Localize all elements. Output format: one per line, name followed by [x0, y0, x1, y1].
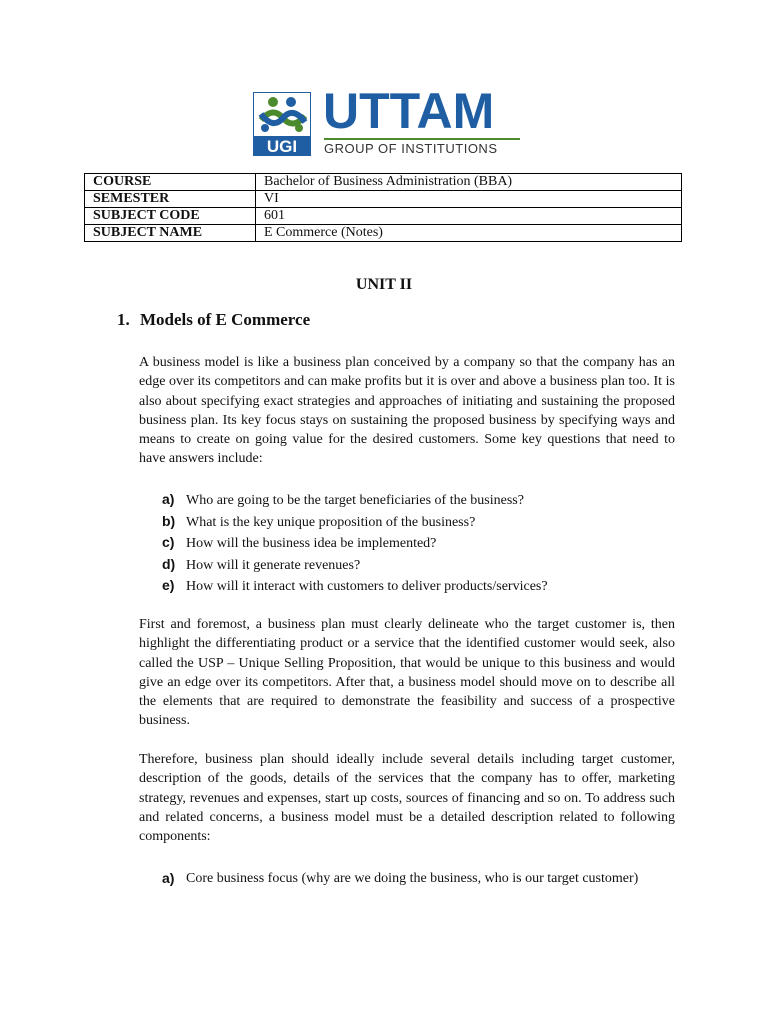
table-value: Bachelor of Business Administration (BBA): [256, 174, 682, 191]
course-info-table: [84, 173, 682, 242]
table-key: SEMESTER: [85, 191, 256, 208]
table-key: SUBJECT NAME: [85, 225, 256, 242]
list-text: How will it interact with customers to deliver products/services?: [186, 579, 548, 595]
table-row: [85, 174, 682, 191]
list-item: [162, 532, 682, 554]
paragraph: Therefore, business plan should ideally include several details including target customer, description of the goods, details of the services that the company has to offer, marketing strategy, revenues and expenses, start up costs, sources of financing and so on. To address such and related concerns, a business model must be a detailed description related to following components:: [139, 752, 675, 845]
list-text: Who are going to be the target beneficiaries of the business?: [186, 493, 524, 508]
list-text: How will the business idea be implemented?: [186, 536, 437, 552]
list-label: a): [162, 491, 175, 507]
list-label: c): [162, 534, 175, 551]
section-number: 1.: [117, 310, 130, 329]
list-text: Core business focus (why are we doing the business, who is our target customer): [186, 871, 639, 886]
list-text: What is the key unique proposition of the business?: [186, 514, 476, 530]
table-row: [85, 225, 682, 242]
paragraph: A business model is like a business plan conceived by a company so that the company has an edge over its competitors and can make profits but it is over and above a business plan too. It is also about specifying exact strategies and approaches of initiating and sustaining the proposed business plan. Its key focus stays on sustaining the proposed business by specifying ways and means to create on going value for the desired customers. Some key questions that need to have answers include:: [139, 355, 675, 467]
logo-initials: UGI: [266, 137, 298, 156]
component-item: [162, 869, 674, 888]
list-label: a): [162, 870, 175, 886]
list-text: How will it generate revenues?: [186, 557, 361, 573]
list-item: [162, 511, 682, 533]
logo-wordmark: UTTAM: [323, 83, 495, 139]
section-title: Models of E Commerce: [140, 310, 311, 329]
table-value: E Commerce (Notes): [256, 225, 682, 242]
list-item: [162, 575, 682, 597]
paragraph: First and foremost, a business plan must clearly delineate who the target customer is, then highlight the differentiating product or a service that the identified customer would seek, also called the USP – Unique Selling Proposition, that would be unique to this business and would give an edge over its competitors. After that, a business model should move on to describe all the elements that are required to demonstrate the feasibility and success of a prospective business.: [139, 617, 675, 729]
table-key: COURSE: [85, 174, 256, 191]
table-row: [85, 208, 682, 225]
institution-logo: [253, 83, 523, 156]
table-key: SUBJECT CODE: [85, 208, 256, 225]
ugi-emblem-icon: [253, 92, 311, 156]
list-label: d): [162, 555, 176, 572]
logo-tagline: GROUP OF INSTITUTIONS: [324, 138, 520, 158]
list-label: e): [162, 577, 175, 594]
list-label: b): [162, 512, 176, 529]
question-list: [162, 489, 682, 597]
table-value: VI: [256, 191, 682, 208]
list-item: [162, 554, 682, 576]
unit-title: UNIT II: [355, 276, 413, 293]
table-row: [85, 191, 682, 208]
list-item: [162, 489, 682, 511]
table-value: 601: [256, 208, 682, 225]
section-heading: [117, 310, 310, 330]
